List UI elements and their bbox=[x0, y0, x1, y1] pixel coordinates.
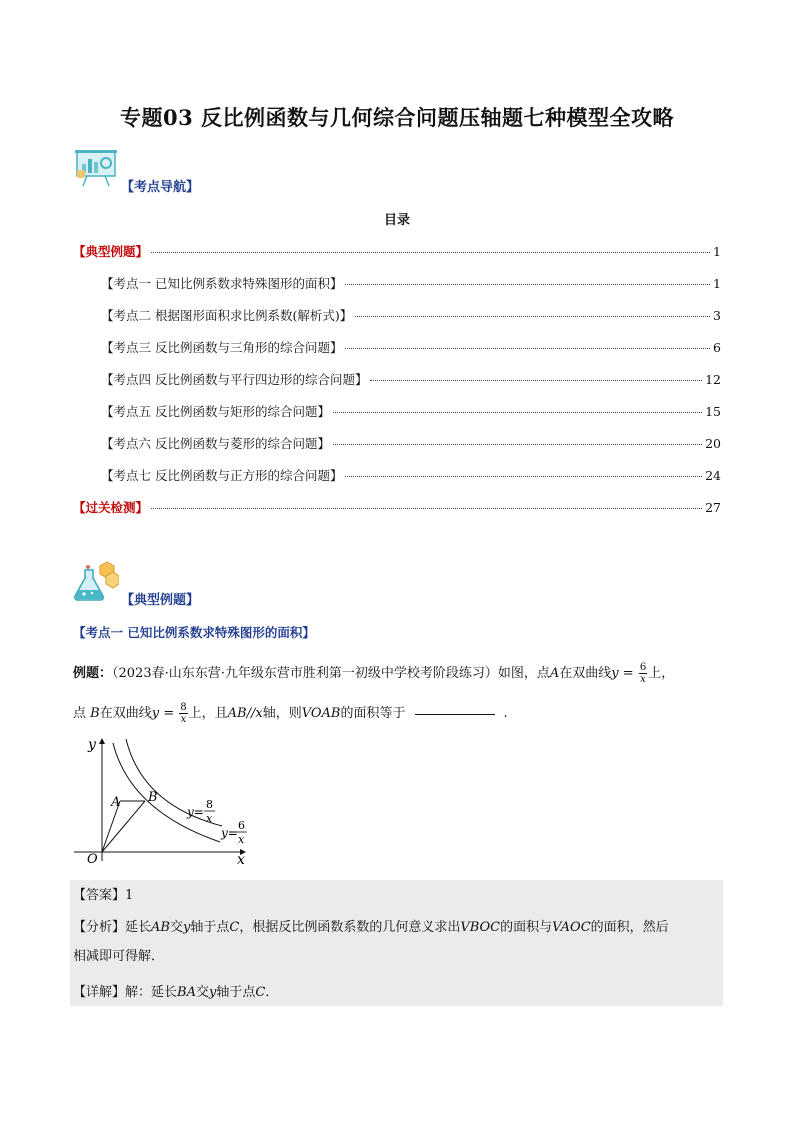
triangle-oab: VOAB bbox=[301, 706, 341, 721]
detail-label: 【详解】 bbox=[73, 985, 126, 1000]
toc-entry-label: 【过关检测】 bbox=[73, 500, 149, 515]
label-curve-6-num: 6 bbox=[238, 819, 245, 832]
detail-y: y bbox=[209, 985, 217, 1000]
label-curve-8-y: y= bbox=[187, 805, 204, 819]
answer-line bbox=[73, 887, 133, 905]
y-variable: y bbox=[611, 666, 619, 681]
toc-entry-label: 【考点四 反比例函数与平行四边形的综合问题】 bbox=[101, 372, 368, 387]
document-title: 专题03 反比例函数与几何综合问题压轴题七种模型全攻略 bbox=[119, 105, 675, 130]
equals: = bbox=[618, 666, 638, 681]
toc-entry-page: 1 bbox=[713, 244, 721, 259]
toc-entry[interactable] bbox=[73, 498, 721, 516]
problem-text-3: 在双曲线 bbox=[99, 706, 152, 721]
analysis-text-4: ，根据反比例函数系数的几何意义求出 bbox=[239, 920, 461, 935]
detail-line bbox=[73, 984, 278, 1002]
problem-source: （2023春·山东东营·九年级东营市胜利第一初级中学校考阶段练习）如图，点 bbox=[112, 666, 550, 681]
toc-leader-dots bbox=[345, 348, 710, 349]
label-curve-8-den: x bbox=[206, 812, 213, 825]
analysis-y: y bbox=[183, 920, 191, 935]
label-point-a: A bbox=[111, 795, 121, 810]
problem-text-1: 在双曲线 bbox=[559, 666, 612, 681]
label-y-axis: y bbox=[88, 737, 96, 753]
flask-hexagon-icon bbox=[73, 560, 119, 608]
detail-c: C bbox=[255, 985, 266, 1000]
toc-leader-dots bbox=[333, 444, 702, 445]
y-variable-2: y bbox=[151, 706, 160, 721]
analysis-ab: AB bbox=[151, 920, 170, 935]
curve-6-over-x bbox=[113, 743, 220, 842]
toc-entry-page: 24 bbox=[705, 468, 721, 483]
toc-entry-label: 【考点七 反比例函数与正方形的综合问题】 bbox=[101, 468, 343, 483]
point-b: B bbox=[90, 706, 100, 721]
label-curve-6-y: y= bbox=[221, 826, 238, 840]
toc-entry-label: 【考点一 已知比例系数求特殊图形的面积】 bbox=[101, 276, 343, 291]
problem-end: . bbox=[503, 706, 508, 721]
toc-entry[interactable] bbox=[101, 306, 721, 324]
analysis-c: C bbox=[229, 920, 240, 935]
analysis-text-1: 延长 bbox=[125, 920, 152, 935]
segment-ob bbox=[102, 801, 145, 852]
toc-title: 目录 bbox=[383, 213, 410, 228]
problem-line-2 bbox=[73, 702, 508, 725]
toc-entry[interactable] bbox=[101, 466, 721, 484]
toc-entry-page: 12 bbox=[705, 372, 721, 387]
fraction-8-over-x: $\frac{8}{x}$ bbox=[180, 702, 187, 725]
toc-entry-page: 3 bbox=[713, 308, 721, 323]
toc-entry-page: 20 bbox=[705, 436, 721, 451]
toc-entry[interactable] bbox=[101, 370, 721, 388]
toc-entry-label: 【考点二 根据图形面积求比例系数(解析式)】 bbox=[101, 308, 353, 323]
detail-text-2: 交 bbox=[195, 985, 209, 1000]
problem-text-4: 上，且 bbox=[188, 706, 228, 721]
toc-entry[interactable] bbox=[101, 434, 721, 452]
toc-leader-dots bbox=[151, 508, 702, 509]
analysis-vaoc: VAOC bbox=[552, 920, 591, 935]
point-a: A bbox=[549, 666, 560, 681]
equals-2: = bbox=[159, 706, 179, 721]
toc-leader-dots bbox=[345, 284, 710, 285]
toc-entry[interactable] bbox=[101, 338, 721, 356]
toc-leader-dots bbox=[333, 412, 702, 413]
toc-leader-dots bbox=[151, 252, 710, 253]
examples-heading: 【典型例题】 bbox=[121, 593, 200, 608]
toc-entry[interactable] bbox=[101, 274, 721, 292]
analysis-vboc: VBOC bbox=[460, 920, 501, 935]
problem-line2-lead: 点 bbox=[73, 706, 91, 721]
answer-blank[interactable] bbox=[415, 714, 495, 715]
example-lead: 例题： bbox=[73, 666, 113, 681]
toc-leader-dots bbox=[370, 380, 702, 381]
problem-text-2: 上， bbox=[648, 666, 675, 681]
toc-entry-page: 1 bbox=[713, 276, 721, 291]
presentation-board-icon bbox=[73, 148, 119, 192]
analysis-text-2: 交 bbox=[169, 920, 183, 935]
detail-ba: BA bbox=[177, 985, 196, 1000]
analysis-label: 【分析】 bbox=[73, 920, 126, 935]
toc-leader-dots bbox=[345, 476, 702, 477]
toc-entry-page: 15 bbox=[705, 404, 721, 419]
analysis-line-1 bbox=[73, 919, 669, 937]
section-heading: 【考点一 已知比例系数求特殊图形的面积】 bbox=[73, 625, 315, 640]
nav-heading: 【考点导航】 bbox=[121, 180, 200, 195]
detail-text-1: 解：延长 bbox=[125, 985, 178, 1000]
problem-text-6: 的面积等于 bbox=[340, 706, 406, 721]
detail-end: ． bbox=[265, 985, 279, 1000]
toc-entry[interactable] bbox=[101, 402, 721, 420]
toc-entry-label: 【考点六 反比例函数与菱形的综合问题】 bbox=[101, 436, 330, 451]
fraction-6-over-x: $\frac{6}{x}$ bbox=[639, 662, 647, 685]
hyperbola-figure bbox=[70, 733, 260, 868]
analysis-text-3: 轴于点 bbox=[190, 920, 230, 935]
toc-leader-dots bbox=[355, 316, 710, 317]
answer-label: 【答案】 bbox=[73, 888, 126, 903]
toc-entry-label: 【考点三 反比例函数与三角形的综合问题】 bbox=[101, 340, 343, 355]
toc-entry-page: 27 bbox=[705, 500, 721, 515]
analysis-text-5: 的面积与 bbox=[500, 920, 553, 935]
toc-entry-label: 【典型例题】 bbox=[73, 244, 149, 259]
toc-entry[interactable] bbox=[73, 242, 721, 260]
analysis-text-6: 的面积，然后 bbox=[590, 920, 669, 935]
ab-parallel-x: AB//x bbox=[227, 706, 263, 721]
problem-line-1 bbox=[73, 662, 674, 685]
detail-text-3: 轴于点 bbox=[216, 985, 256, 1000]
label-curve-8-num: 8 bbox=[206, 798, 213, 811]
analysis-line-2: 相减即可得解． bbox=[73, 949, 165, 964]
label-curve-6-den: x bbox=[238, 833, 245, 846]
toc-entry-page: 6 bbox=[713, 340, 721, 355]
toc-entry-label: 【考点五 反比例函数与矩形的综合问题】 bbox=[101, 404, 330, 419]
answer-value: 1 bbox=[125, 888, 134, 903]
label-origin: O bbox=[87, 852, 98, 867]
problem-text-5: 轴，则 bbox=[262, 706, 302, 721]
label-point-b: B bbox=[148, 790, 158, 805]
label-x-axis: x bbox=[237, 852, 245, 868]
